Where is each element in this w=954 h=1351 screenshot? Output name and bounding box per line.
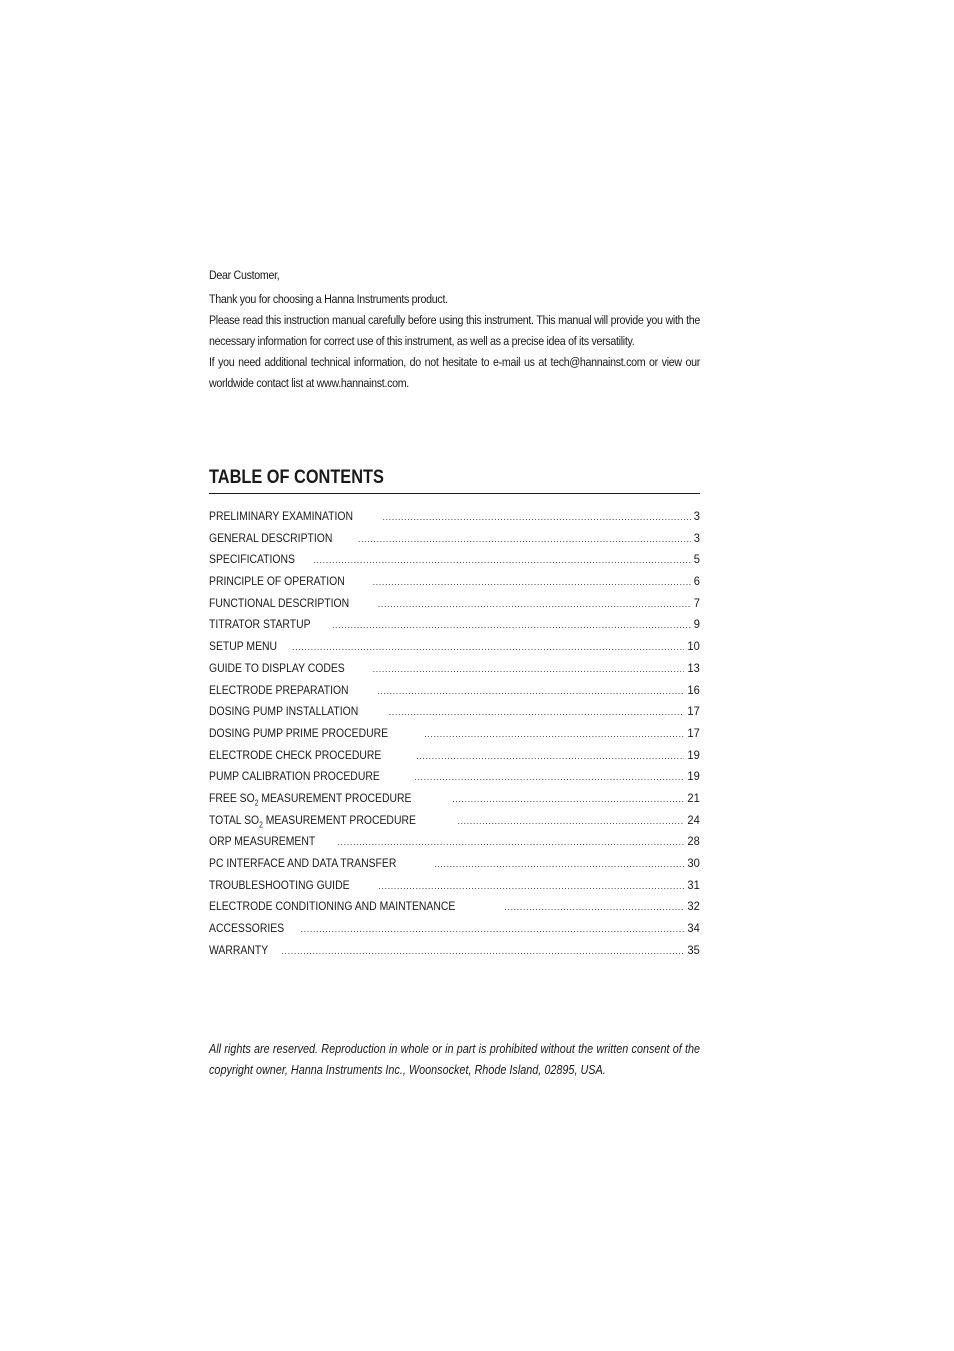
contact-paragraph: If you need additional technical information, do not hesitate to e-mail us at tech@hannainst.com or view our worldwide contact list at www.hannainst.com. [209,355,701,390]
dot-leader [292,637,684,658]
toc-entry-page: 19 [687,747,700,762]
toc-entry [209,593,700,615]
dot-leader [378,876,684,897]
dot-leader [332,615,691,636]
toc-entry [209,745,700,767]
toc-entry-title: DOSING PUMP INSTALLATION [209,704,359,719]
toc-entry [209,506,700,528]
toc-entry-page: 6 [693,574,700,589]
toc-entry-title: ELECTRODE CHECK PROCEDURE [209,747,382,762]
toc-entry-page: 3 [693,509,700,523]
toc-entry [209,571,700,593]
toc-entry-page: 24 [687,812,700,827]
toc-entry [209,528,700,550]
toc-heading-text: TABLE OF CONTENTS [209,467,384,488]
dot-leader [389,702,685,723]
toc-entry-title: GENERAL DESCRIPTION [209,530,333,545]
table-of-contents [209,506,700,961]
dot-leader [414,767,684,788]
toc-entry-title: PRINCIPLE OF OPERATION [209,574,345,589]
toc-entry-page: 21 [687,790,700,805]
toc-title-part: TOTAL SO [209,812,260,827]
toc-entry [209,788,700,810]
dot-leader [301,919,685,940]
please-read-paragraph: Please read this instruction manual carefully before using this instrument. This manual will provide you with the necessary information for correct use of this instrument, as well as a precise idea of its versatility. [209,313,701,348]
dot-leader [457,811,684,832]
toc-entry-page: 10 [687,639,700,654]
salutation: Dear Customer, [209,268,280,282]
toc-entry-page: 3 [693,530,700,545]
toc-title-part: MEASUREMENT PROCEDURE [258,790,412,805]
toc-entry-title: PUMP CALIBRATION PROCEDURE [209,769,380,784]
dot-leader [382,507,691,528]
dot-leader [358,529,691,550]
toc-entry-title: PRELIMINARY EXAMINATION [209,509,354,523]
toc-entry-title: ORP MEASUREMENT [209,834,316,849]
dot-leader [416,746,684,767]
toc-entry-title: SETUP MENU [209,639,278,654]
toc-entry [209,831,700,853]
toc-entry-page: 13 [687,660,700,675]
toc-entry [209,701,700,723]
toc-entry-title: FUNCTIONAL DESCRIPTION [209,595,350,610]
thanks-paragraph: Thank you for choosing a Hanna Instruments product. [209,292,448,306]
dot-leader [424,724,684,745]
toc-entry-title: SPECIFICATIONS [209,552,295,567]
toc-entry-page: 7 [693,595,700,610]
subscript-2: 2 [259,820,263,830]
toc-entry-page: 17 [687,725,700,740]
toc-entry-page: 34 [687,921,700,936]
intro-letter [209,265,700,394]
toc-entry [209,896,700,918]
toc-entry-title: ELECTRODE CONDITIONING AND MAINTENANCE [209,899,456,914]
dot-leader [378,594,691,615]
toc-entry-page: 5 [693,552,700,567]
toc-entry [209,940,700,962]
dot-leader [281,941,684,962]
toc-entry-page: 16 [687,682,700,697]
dot-leader [452,789,684,810]
toc-entry-title: TROUBLESHOOTING GUIDE [209,877,350,892]
toc-entry-title: ELECTRODE PREPARATION [209,682,349,697]
toc-entry-page: 32 [687,899,700,914]
dot-leader [377,681,684,702]
copyright-notice: All rights are reserved. Reproduction in whole or in part is prohibited without the written consent of the copyright owner, Hanna Instruments Inc., Woonsocket, Rhode Island, 02895, USA. [209,1042,701,1077]
toc-heading [209,464,700,494]
toc-entry-title [209,788,411,810]
dot-leader [373,572,692,593]
toc-entry-title [209,810,416,832]
toc-title-part: MEASUREMENT PROCEDURE [262,812,416,827]
toc-entry [209,723,700,745]
toc-entry-title: TITRATOR STARTUP [209,617,311,632]
subscript-2: 2 [254,798,259,808]
toc-entry-page: 28 [687,834,700,849]
toc-entry [209,875,700,897]
dot-leader [504,897,684,918]
toc-entry-title: GUIDE TO DISPLAY CODES [209,660,345,675]
toc-entry [209,658,700,680]
toc-entry-page: 30 [687,856,700,870]
toc-entry-page: 17 [687,704,700,719]
toc-entry-page: 35 [687,942,700,957]
toc-entry [209,549,700,571]
toc-entry-title: ACCESSORIES [209,921,285,936]
toc-entry-title: DOSING PUMP PRIME PROCEDURE [209,725,389,740]
toc-entry [209,614,700,636]
toc-entry-page: 9 [693,617,700,632]
dot-leader [373,659,685,680]
toc-entry-page: 19 [687,769,700,784]
toc-entry [209,918,700,940]
toc-title-part: FREE SO [209,790,255,805]
dot-leader [337,832,684,853]
toc-entry-page: 31 [687,877,700,892]
toc-entry [209,636,700,658]
toc-entry [209,680,700,702]
dot-leader [313,550,691,571]
toc-entry [209,766,700,788]
dot-leader [434,854,684,875]
toc-entry-title: PC INTERFACE AND DATA TRANSFER [209,856,397,870]
toc-entry [209,853,700,875]
toc-entry-title: WARRANTY [209,942,269,957]
toc-entry [209,810,700,832]
